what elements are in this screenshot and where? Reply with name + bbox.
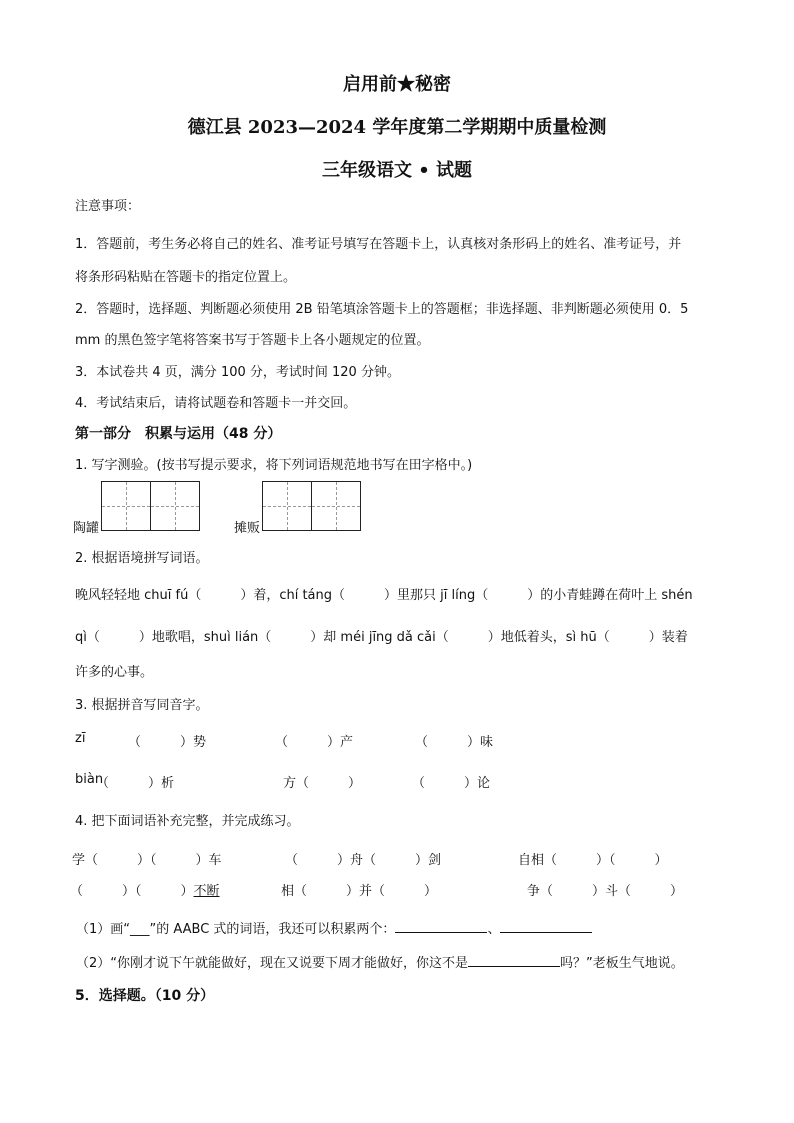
grid-cell[interactable] [102, 482, 151, 530]
notice-line: 4．考试结束后，请将试题卷和答题卡一并交回。 [75, 396, 357, 411]
exam-title: 德江县 2023—2024 学年度第二学期期中质量检测 [187, 117, 607, 138]
q4-sub2-post: 吗？”老板生气地说。 [560, 956, 684, 971]
q4-item: （ ）舟（ ）剑 [285, 853, 442, 868]
q3-item: （ ）味 [415, 735, 494, 750]
grid-cell[interactable] [312, 482, 360, 530]
q4-item: 争（ ）斗（ ） [527, 884, 684, 899]
tianzige-grid-2[interactable] [262, 481, 361, 531]
notice-line: mm 的黑色签字笔将答案书写于答题卡上各小题规定的位置。 [75, 333, 430, 348]
q4-item: 相（ ）并（ ） [281, 884, 438, 899]
q4-sub2 [76, 952, 684, 971]
q3-pinyin: biàn [75, 772, 104, 787]
q4-sub1-pre: （1）画“ [76, 922, 131, 937]
q2-line: 许多的心事。 [75, 665, 154, 680]
q4-sub1-post: ”的 AABC 式的词语，我还可以积累两个： [149, 922, 396, 937]
q3-item: （ ）论 [412, 776, 491, 791]
q3-item: （ ）势 [128, 735, 207, 750]
q1-word1: 陶罐 [73, 521, 100, 536]
notice-line: 将条形码粘贴在答题卡的指定位置上。 [75, 270, 297, 285]
notice-line: 3．本试卷共 4 页，满分 100 分，考试时间 120 分钟。 [75, 365, 400, 380]
answer-blank[interactable] [395, 920, 487, 933]
q4-blank-pair: （ ）（ ） [70, 884, 194, 899]
q2-line: 晚风轻轻地 chuī fú（ ）着，chí táng（ ）里那只 jī líng（ ）的小青蛙蹲在荷叶上 shén [75, 588, 693, 603]
q3-item: 方（ ） [283, 776, 362, 791]
answer-blank[interactable] [468, 954, 560, 967]
confidential-label: 启用前★秘密 [343, 74, 451, 95]
q4-sub2-pre: （2）“你刚才说下午就能做好，现在又说要下周才能做好，你这不是 [76, 956, 469, 971]
exam-subtitle: 三年级语文 • 试题 [321, 160, 473, 181]
q2-line: qì（ ）地歌唱，shuì lián（ ）却 méi jīng dǎ cǎi（ ）地低着头，sì hū（ ）装着 [75, 630, 688, 645]
q4-item: 自相（ ）（ ） [518, 853, 668, 868]
notice-heading: 注意事项： [75, 199, 141, 214]
q3-pinyin: zī [75, 731, 86, 746]
q4-text: 4. 把下面词语补充完整，并完成练习。 [75, 814, 300, 829]
tianzige-grid-1[interactable] [101, 481, 200, 531]
q1-text: 1. 写字测验。(按书写提示要求，将下列词语规范地书写在田字格中。) [75, 458, 473, 473]
q1-word2: 摊贩 [234, 521, 261, 536]
q3-item: （ ）产 [275, 735, 354, 750]
notice-line: 1．答题前，考生务必将自己的姓名、准考证号填写在答题卡上，认真核对条形码上的姓名、准考证号，并 [75, 237, 682, 252]
q2-text: 2. 根据语境拼写词语。 [75, 551, 209, 566]
grid-cell[interactable] [151, 482, 199, 530]
q4-sub1 [76, 918, 592, 937]
q5-heading: 5．选择题。（10 分） [75, 988, 215, 1004]
q3-item: （ ）析 [96, 776, 175, 791]
separator: 、 [487, 922, 501, 937]
notice-line: 2．答题时，选择题、判断题必须使用 2B 铅笔填涂答题卡上的答题框；非选择题、非判断题必须使用 0．5 [75, 302, 689, 317]
q4-item [70, 880, 220, 899]
answer-blank[interactable] [500, 920, 592, 933]
part1-heading: 第一部分 积累与运用（48 分） [75, 426, 282, 442]
underline-mark: ___ [130, 922, 150, 937]
underlined-word: 不断 [193, 884, 220, 899]
q4-item: 学（ ）（ ）车 [72, 853, 222, 868]
grid-cell[interactable] [263, 482, 312, 530]
q3-text: 3. 根据拼音写同音字。 [75, 698, 209, 713]
